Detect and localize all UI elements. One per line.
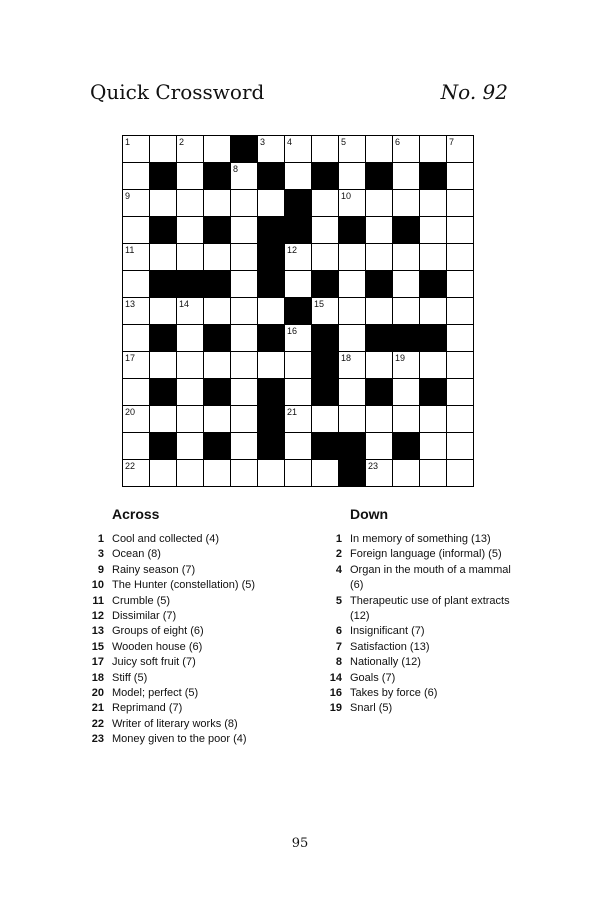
grid-block (366, 379, 393, 406)
grid-cell[interactable] (366, 406, 393, 433)
grid-cell[interactable] (393, 298, 420, 325)
cell-number: 15 (314, 299, 325, 309)
grid-cell[interactable] (447, 379, 474, 406)
grid-block (393, 217, 420, 244)
grid-cell[interactable] (177, 190, 204, 217)
clue-item (326, 671, 516, 686)
clue-number: 19 (329, 702, 342, 715)
clue-text: Nationally (12) (350, 656, 421, 669)
across-heading: Across (112, 506, 160, 522)
grid-cell[interactable] (123, 217, 150, 244)
grid-cell[interactable] (285, 163, 312, 190)
clue-text: Foreign language (informal) (5) (350, 548, 502, 561)
clue-number: 1 (97, 533, 104, 545)
grid-cell[interactable] (177, 325, 204, 352)
clue-text: Ocean (8) (112, 548, 161, 561)
grid-cell[interactable] (393, 379, 420, 406)
grid-cell[interactable] (339, 136, 366, 163)
clue-item (326, 547, 516, 562)
cell-number: 22 (125, 461, 136, 471)
grid-cell[interactable] (420, 190, 447, 217)
clue-text: Takes by force (6) (350, 687, 438, 700)
grid-cell[interactable] (150, 136, 177, 163)
grid-cell[interactable] (204, 298, 231, 325)
grid-cell[interactable] (447, 325, 474, 352)
grid-cell[interactable] (123, 406, 150, 433)
grid-cell[interactable] (150, 244, 177, 271)
grid-cell[interactable] (339, 163, 366, 190)
grid-cell[interactable] (204, 244, 231, 271)
grid-cell[interactable] (285, 433, 312, 460)
grid-cell[interactable] (123, 352, 150, 379)
clue-item (326, 640, 516, 655)
across-clues (88, 506, 318, 748)
cell-number: 21 (287, 407, 298, 417)
clue-text: Crumble (5) (112, 594, 171, 607)
grid-cell[interactable] (177, 136, 204, 163)
cell-number: 23 (368, 461, 379, 471)
grid-cell[interactable] (177, 163, 204, 190)
grid-cell[interactable] (447, 406, 474, 433)
clue-number: 7 (335, 640, 342, 653)
grid-block (150, 379, 177, 406)
across-clue-list (88, 532, 318, 748)
grid-cell[interactable] (420, 244, 447, 271)
grid-cell[interactable] (231, 352, 258, 379)
clue-item (88, 609, 318, 624)
grid-cell[interactable] (312, 136, 339, 163)
grid-cell[interactable] (366, 190, 393, 217)
grid-cell[interactable] (231, 271, 258, 298)
clue-text: Writer of literary works (8) (112, 717, 238, 730)
clue-text: Snarl (5) (350, 702, 393, 715)
clue-number: 14 (329, 671, 342, 684)
grid-block (393, 325, 420, 352)
cell-number: 10 (341, 191, 352, 201)
cell-number: 8 (233, 164, 239, 174)
grid-cell[interactable] (231, 460, 258, 487)
grid-cell[interactable] (231, 379, 258, 406)
clue-item (326, 532, 516, 547)
clue-number: 18 (91, 671, 104, 684)
grid-cell[interactable] (339, 352, 366, 379)
grid-block (204, 325, 231, 352)
grid-cell[interactable] (447, 136, 474, 163)
grid-block (258, 271, 285, 298)
grid-cell[interactable] (258, 136, 285, 163)
grid-cell[interactable] (150, 352, 177, 379)
grid-block (339, 460, 366, 487)
grid-cell[interactable] (366, 433, 393, 460)
clue-item (88, 563, 318, 578)
cell-number: 14 (179, 299, 190, 309)
grid-cell[interactable] (366, 352, 393, 379)
grid-cell[interactable] (339, 406, 366, 433)
grid-cell[interactable] (258, 190, 285, 217)
clue-text: Reprimand (7) (112, 702, 183, 715)
grid-block (366, 163, 393, 190)
grid-block (258, 244, 285, 271)
grid-cell[interactable] (285, 406, 312, 433)
grid-cell[interactable] (285, 460, 312, 487)
clue-number: 11 (92, 594, 104, 607)
grid-cell[interactable] (231, 244, 258, 271)
grid-block (258, 406, 285, 433)
grid-cell[interactable] (258, 460, 285, 487)
clue-number: 4 (335, 563, 342, 576)
grid-cell[interactable] (123, 433, 150, 460)
grid-cell[interactable] (204, 406, 231, 433)
grid-cell[interactable] (393, 460, 420, 487)
down-heading: Down (350, 506, 389, 522)
grid-cell[interactable] (177, 379, 204, 406)
clue-text: The Hunter (constellation) (5) (112, 579, 256, 592)
clue-number: 10 (91, 579, 104, 592)
grid-cell[interactable] (420, 298, 447, 325)
cell-number: 9 (125, 191, 131, 201)
clue-number: 3 (97, 548, 104, 561)
clue-number: 15 (91, 640, 104, 653)
grid-block (231, 136, 258, 163)
clue-text: Satisfaction (13) (350, 640, 430, 653)
grid-cell[interactable] (258, 352, 285, 379)
grid-cell[interactable] (447, 217, 474, 244)
grid-cell[interactable] (393, 163, 420, 190)
clue-text: In memory of something (13) (350, 533, 491, 545)
grid-cell[interactable] (366, 460, 393, 487)
clue-item (326, 594, 516, 625)
clue-item (88, 655, 318, 670)
grid-block (204, 271, 231, 298)
grid-cell[interactable] (420, 352, 447, 379)
grid-block (150, 325, 177, 352)
grid-cell[interactable] (420, 433, 447, 460)
clue-text: Juicy soft fruit (7) (112, 656, 196, 669)
grid-cell[interactable] (258, 298, 285, 325)
grid-block (150, 217, 177, 244)
clue-item (88, 717, 318, 732)
clue-item (326, 655, 516, 670)
grid-cell[interactable] (177, 244, 204, 271)
grid-cell[interactable] (420, 217, 447, 244)
clue-text: Cool and collected (4) (112, 533, 220, 545)
grid-block (258, 325, 285, 352)
cell-number: 11 (125, 245, 135, 255)
clue-text: Organ in the mouth of a mammal (6) (350, 563, 511, 592)
cell-number: 19 (395, 353, 406, 363)
grid-cell[interactable] (339, 325, 366, 352)
grid-block (177, 271, 204, 298)
grid-block (312, 271, 339, 298)
cell-number: 13 (125, 299, 136, 309)
grid-cell[interactable] (393, 271, 420, 298)
cell-number: 17 (125, 353, 136, 363)
grid-cell[interactable] (420, 460, 447, 487)
grid-cell[interactable] (393, 244, 420, 271)
grid-cell[interactable] (339, 271, 366, 298)
grid-cell[interactable] (447, 352, 474, 379)
cell-number: 3 (260, 137, 266, 147)
grid-block (420, 163, 447, 190)
grid-cell[interactable] (150, 298, 177, 325)
grid-cell[interactable] (447, 271, 474, 298)
cell-number: 7 (449, 137, 455, 147)
grid-cell[interactable] (285, 379, 312, 406)
grid-cell[interactable] (177, 433, 204, 460)
clue-number: 2 (335, 548, 342, 561)
cell-number: 4 (287, 137, 293, 147)
cell-number: 16 (287, 326, 298, 336)
clue-item (88, 640, 318, 655)
clue-text: Insignificant (7) (350, 625, 425, 638)
grid-cell[interactable] (393, 190, 420, 217)
clue-number: 17 (91, 656, 104, 669)
grid-cell[interactable] (393, 136, 420, 163)
grid-block (258, 163, 285, 190)
grid-cell[interactable] (123, 136, 150, 163)
grid-cell[interactable] (366, 298, 393, 325)
grid-block (420, 271, 447, 298)
clue-item (88, 547, 318, 562)
grid-block (258, 379, 285, 406)
clue-number: 6 (335, 625, 342, 638)
grid-cell[interactable] (285, 244, 312, 271)
grid-cell[interactable] (339, 298, 366, 325)
grid-cell[interactable] (177, 406, 204, 433)
grid-block (150, 271, 177, 298)
grid-cell[interactable] (366, 244, 393, 271)
grid-block (312, 379, 339, 406)
grid-cell[interactable] (123, 325, 150, 352)
grid-cell[interactable] (312, 460, 339, 487)
clue-item (88, 732, 318, 747)
clue-text: Therapeutic use of plant extracts (12) (350, 594, 510, 623)
clue-number: 9 (97, 563, 104, 576)
down-clue-list (326, 532, 516, 717)
grid-cell[interactable] (177, 217, 204, 244)
grid-block (393, 433, 420, 460)
grid-cell[interactable] (150, 460, 177, 487)
clue-number: 22 (91, 717, 104, 730)
grid-cell[interactable] (231, 433, 258, 460)
grid-cell[interactable] (393, 406, 420, 433)
clue-number: 12 (91, 610, 104, 623)
grid-cell[interactable] (339, 244, 366, 271)
grid-cell[interactable] (285, 136, 312, 163)
clue-item (88, 594, 318, 609)
grid-cell[interactable] (312, 217, 339, 244)
clue-number: 5 (335, 594, 342, 607)
grid-block (420, 325, 447, 352)
cell-number: 5 (341, 137, 347, 147)
grid-cell[interactable] (447, 460, 474, 487)
grid-cell[interactable] (123, 244, 150, 271)
cell-number: 20 (125, 407, 136, 417)
grid-cell[interactable] (312, 244, 339, 271)
grid-cell[interactable] (123, 271, 150, 298)
grid-cell[interactable] (285, 325, 312, 352)
clue-number: 21 (91, 702, 104, 715)
grid-cell[interactable] (204, 460, 231, 487)
grid-block (339, 217, 366, 244)
grid-cell[interactable] (204, 190, 231, 217)
grid-cell[interactable] (366, 136, 393, 163)
clue-item (88, 701, 318, 716)
grid-block (204, 379, 231, 406)
grid-block (366, 271, 393, 298)
grid-cell[interactable] (285, 271, 312, 298)
grid-block (285, 298, 312, 325)
grid-block (258, 217, 285, 244)
crossword-grid (122, 135, 474, 487)
grid-cell[interactable] (231, 298, 258, 325)
grid-block (204, 163, 231, 190)
page-header (90, 80, 508, 112)
clue-item (88, 671, 318, 686)
page-number: 95 (291, 836, 309, 851)
clue-number: 13 (91, 625, 104, 638)
clue-item (326, 701, 516, 716)
grid-cell[interactable] (447, 298, 474, 325)
clue-item (326, 563, 516, 594)
grid-cell[interactable] (231, 325, 258, 352)
grid-block (150, 433, 177, 460)
grid-block (204, 217, 231, 244)
grid-cell[interactable] (204, 352, 231, 379)
grid-cell[interactable] (150, 190, 177, 217)
grid-cell[interactable] (420, 136, 447, 163)
clue-number: 1 (335, 533, 342, 545)
cell-number: 6 (395, 137, 401, 147)
grid-cell[interactable] (339, 379, 366, 406)
puzzle-number: No. 92 (440, 80, 508, 104)
cell-number: 12 (287, 245, 298, 255)
clue-number: 16 (329, 687, 342, 700)
grid-cell[interactable] (447, 163, 474, 190)
grid-cell[interactable] (339, 190, 366, 217)
cell-number: 2 (179, 137, 185, 147)
grid-block (312, 163, 339, 190)
clue-text: Stiff (5) (112, 671, 148, 684)
grid-cell[interactable] (393, 352, 420, 379)
grid-block (150, 163, 177, 190)
grid-cell[interactable] (447, 190, 474, 217)
clue-item (88, 578, 318, 593)
puzzle-title: Quick Crossword (90, 80, 265, 104)
clue-item (326, 686, 516, 701)
grid-cell[interactable] (177, 352, 204, 379)
grid-cell[interactable] (312, 406, 339, 433)
clue-text: Goals (7) (350, 671, 396, 684)
down-clues (326, 506, 516, 717)
grid-cell[interactable] (231, 190, 258, 217)
clue-text: Rainy season (7) (112, 563, 196, 576)
grid-cell[interactable] (123, 298, 150, 325)
grid-cell[interactable] (123, 379, 150, 406)
clue-item (88, 624, 318, 639)
clue-text: Money given to the poor (4) (112, 733, 247, 746)
grid-cell[interactable] (231, 163, 258, 190)
clue-number: 23 (91, 733, 104, 746)
grid-cell[interactable] (204, 136, 231, 163)
grid-cell[interactable] (447, 433, 474, 460)
clue-text: Groups of eight (6) (112, 625, 204, 638)
cell-number: 18 (341, 353, 352, 363)
grid-cell[interactable] (285, 352, 312, 379)
grid-cell[interactable] (177, 460, 204, 487)
grid-block (312, 352, 339, 379)
clue-item (88, 686, 318, 701)
grid-block (312, 325, 339, 352)
clue-text: Wooden house (6) (112, 640, 203, 653)
clue-item (88, 532, 318, 547)
clue-item (326, 624, 516, 639)
grid-block (258, 433, 285, 460)
grid-cell[interactable] (312, 190, 339, 217)
grid-block (420, 379, 447, 406)
grid-block (366, 325, 393, 352)
grid-cell[interactable] (150, 406, 177, 433)
grid-cell[interactable] (123, 163, 150, 190)
cell-number: 1 (125, 137, 131, 147)
grid-cell[interactable] (123, 460, 150, 487)
grid-block (285, 190, 312, 217)
grid-block (285, 217, 312, 244)
grid-cell[interactable] (123, 190, 150, 217)
grid-cell[interactable] (231, 217, 258, 244)
grid-block (204, 433, 231, 460)
grid-cell[interactable] (231, 406, 258, 433)
grid-cell[interactable] (447, 244, 474, 271)
clue-number: 8 (335, 656, 342, 669)
grid-cell[interactable] (366, 217, 393, 244)
clue-text: Model; perfect (5) (112, 687, 199, 700)
grid-cell[interactable] (177, 298, 204, 325)
grid-block (339, 433, 366, 460)
grid-cell[interactable] (312, 298, 339, 325)
grid-cell[interactable] (420, 406, 447, 433)
clue-text: Dissimilar (7) (112, 610, 177, 623)
grid-block (312, 433, 339, 460)
clue-number: 20 (91, 687, 104, 700)
